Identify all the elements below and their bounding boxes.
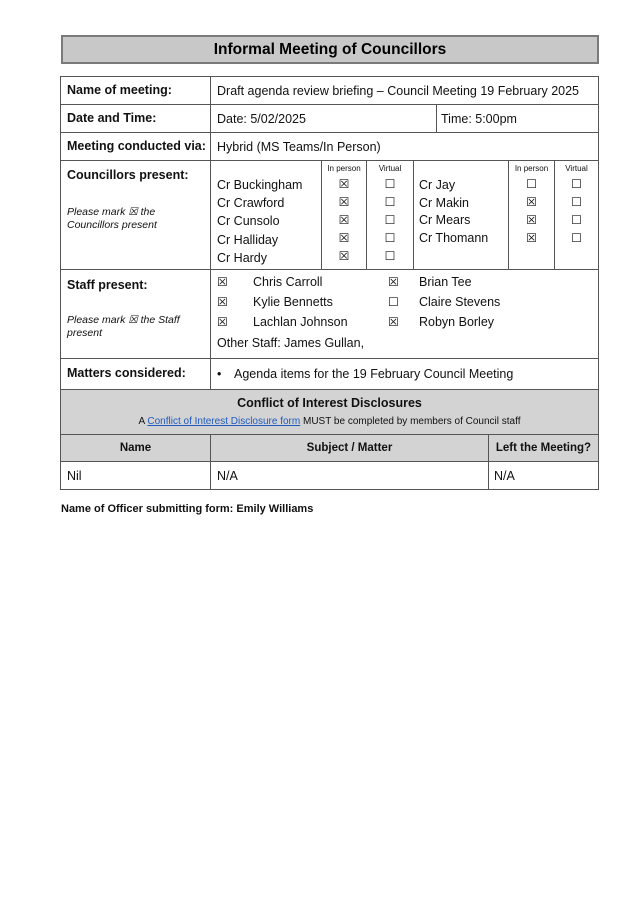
- in-person-checkbox[interactable]: ☒: [338, 213, 350, 227]
- staff-checkbox[interactable]: ☒: [388, 275, 399, 289]
- conflict-heading: Conflict of Interest Disclosures: [237, 396, 422, 410]
- in-person-checkbox[interactable]: ☒: [338, 231, 350, 245]
- virtual-checkbox[interactable]: ☐: [384, 249, 396, 263]
- row-divider: [60, 132, 599, 133]
- virtual-header: Virtual: [565, 164, 588, 173]
- in-person-checkbox[interactable]: ☒: [526, 231, 537, 245]
- row-divider: [60, 434, 599, 435]
- row-divider: [60, 269, 599, 270]
- staff-name: Claire Stevens: [419, 295, 501, 309]
- councillors-note: Please mark ☒ the Councillors present: [67, 206, 157, 231]
- virtual-checkbox[interactable]: ☐: [571, 231, 582, 245]
- conflict-name-value: Nil: [67, 469, 82, 483]
- staff-checkbox[interactable]: ☒: [217, 295, 228, 309]
- other-staff: Other Staff: James Gullan,: [217, 336, 365, 350]
- staff-checkbox[interactable]: ☒: [388, 315, 399, 329]
- meeting-name-value: Draft agenda review briefing – Council Meeting 19 February 2025: [217, 84, 580, 98]
- conflict-left-value: N/A: [494, 469, 515, 483]
- staff-note: Please mark ☒ the Staff present: [67, 314, 180, 339]
- meeting-name-label: Name of meeting:: [67, 83, 172, 97]
- col-header-name: Name: [119, 442, 152, 454]
- virtual-checkbox[interactable]: ☐: [571, 195, 582, 209]
- conflict-subject-value: N/A: [217, 469, 238, 483]
- in-person-checkbox[interactable]: ☒: [338, 195, 350, 209]
- conflict-text-before: A: [138, 416, 148, 427]
- date-value: Date: 5/02/2025: [217, 112, 306, 126]
- councillor-name: Cr Hardy: [217, 251, 268, 265]
- in-person-header: In person: [514, 164, 549, 173]
- in-person-checkbox[interactable]: ☐: [526, 177, 537, 191]
- matters-item: Agenda items for the 19 February Council Meeting: [234, 367, 514, 381]
- conducted-via-value: Hybrid (MS Teams/In Person): [217, 140, 381, 154]
- virtual-checkbox[interactable]: ☐: [571, 213, 582, 227]
- form-title: Informal Meeting of Councillors: [61, 35, 599, 64]
- col-header-subject: Subject / Matter: [306, 442, 393, 454]
- councillor-name: Cr Makin: [419, 196, 470, 210]
- staff-checkbox[interactable]: ☐: [388, 295, 399, 309]
- row-divider: [60, 104, 599, 105]
- councillor-name: Cr Buckingham: [217, 178, 303, 192]
- time-value: Time: 5:00pm: [441, 112, 517, 126]
- date-time-label: Date and Time:: [67, 111, 157, 125]
- matters-label: Matters considered:: [67, 366, 186, 380]
- councillor-name: Cr Crawford: [217, 196, 285, 210]
- staff-checkbox[interactable]: ☒: [217, 315, 228, 329]
- staff-checkbox[interactable]: ☒: [217, 275, 228, 289]
- staff-name: Lachlan Johnson: [253, 315, 348, 329]
- virtual-checkbox[interactable]: ☐: [571, 177, 582, 191]
- councillor-name: Cr Jay: [419, 178, 456, 192]
- row-divider: [60, 461, 599, 462]
- label-column-divider: [210, 76, 211, 389]
- virtual-checkbox[interactable]: ☐: [384, 231, 396, 245]
- row-divider: [60, 358, 599, 359]
- staff-name: Brian Tee: [419, 275, 472, 289]
- virtual-checkbox[interactable]: ☐: [384, 195, 396, 209]
- councillor-name: Cr Thomann: [419, 231, 489, 245]
- col-header-left-meeting: Left the Meeting?: [495, 442, 592, 454]
- submitting-officer: Name of Officer submitting form: Emily Williams: [61, 503, 314, 515]
- staff-label: Staff present:: [67, 278, 148, 292]
- row-divider: [60, 389, 599, 390]
- conflict-form-link[interactable]: Conflict of Interest Disclosure form: [147, 416, 301, 427]
- conducted-via-label: Meeting conducted via:: [67, 139, 206, 153]
- virtual-checkbox[interactable]: ☐: [384, 213, 396, 227]
- councillor-name: Cr Halliday: [217, 233, 279, 247]
- bullet-icon: •: [217, 367, 222, 381]
- in-person-checkbox[interactable]: ☒: [526, 195, 537, 209]
- staff-name: Robyn Borley: [419, 315, 495, 329]
- councillor-name: Cr Mears: [419, 213, 471, 227]
- conflict-text-after: MUST be completed by members of Council staff: [300, 416, 521, 427]
- in-person-checkbox[interactable]: ☒: [338, 249, 350, 263]
- staff-name: Chris Carroll: [253, 275, 323, 289]
- virtual-header: Virtual: [378, 164, 402, 173]
- staff-name: Kylie Bennetts: [253, 295, 333, 309]
- row-divider: [60, 160, 599, 161]
- in-person-checkbox[interactable]: ☒: [338, 177, 350, 191]
- councillor-name: Cr Cunsolo: [217, 214, 280, 228]
- councillor-col-divider: [413, 160, 414, 269]
- in-person-header: In person: [327, 164, 361, 173]
- councillors-label: Councillors present:: [67, 168, 189, 182]
- virtual-checkbox[interactable]: ☐: [384, 177, 396, 191]
- conflict-instruction: [61, 416, 598, 427]
- time-divider: [436, 104, 437, 132]
- in-person-checkbox[interactable]: ☒: [526, 213, 537, 227]
